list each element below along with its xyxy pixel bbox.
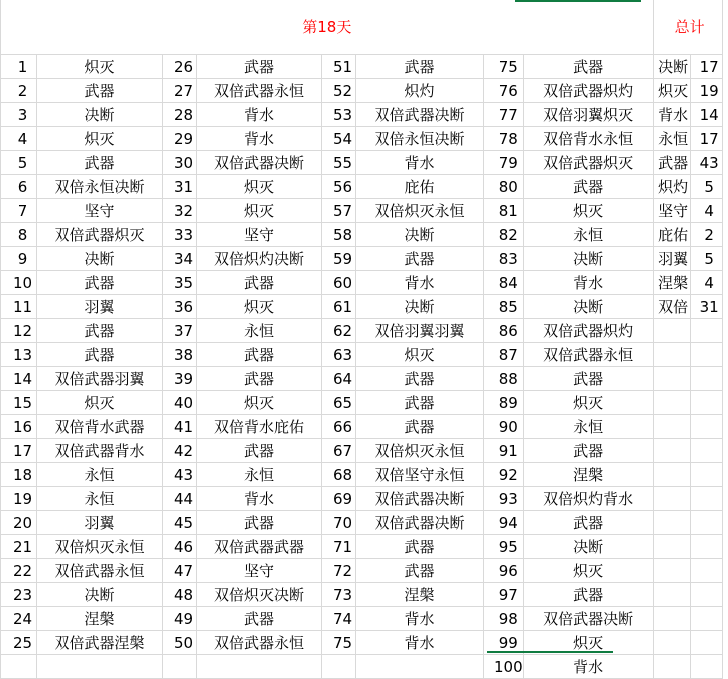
- row-number-cell[interactable]: 84: [484, 271, 524, 295]
- sheet-row: [1, 391, 723, 415]
- sheet-row: [1, 151, 723, 175]
- summary-label-cell[interactable]: 永恒: [653, 127, 690, 151]
- summary-count-cell[interactable]: [690, 535, 722, 559]
- row-number-cell[interactable]: 50: [163, 631, 197, 655]
- entry-cell[interactable]: 双倍武器武器: [197, 535, 322, 559]
- row-number-cell[interactable]: 48: [163, 583, 197, 607]
- entry-cell[interactable]: 炽灭: [197, 175, 322, 199]
- selected-cell-bottom-marker: [487, 651, 613, 653]
- row-number-cell[interactable]: 56: [322, 175, 356, 199]
- summary-label-cell[interactable]: [653, 583, 690, 607]
- summary-label-cell[interactable]: [653, 607, 690, 631]
- entry-cell[interactable]: 炽灭: [197, 295, 322, 319]
- row-number-cell[interactable]: 53: [322, 103, 356, 127]
- entry-cell[interactable]: 双倍武器炽灼: [523, 319, 653, 343]
- row-number-cell[interactable]: 79: [484, 151, 524, 175]
- row-number-cell[interactable]: 4: [1, 127, 37, 151]
- entry-cell[interactable]: 炽灭: [523, 391, 653, 415]
- row-number-cell[interactable]: 21: [1, 535, 37, 559]
- entry-cell[interactable]: 背水: [356, 631, 484, 655]
- entry-cell[interactable]: 武器: [37, 79, 163, 103]
- row-number-cell[interactable]: 43: [163, 463, 197, 487]
- summary-label-cell[interactable]: 双倍: [653, 295, 690, 319]
- entry-cell[interactable]: 武器: [356, 55, 484, 79]
- entry-cell[interactable]: 武器: [197, 343, 322, 367]
- entry-cell[interactable]: 背水: [356, 151, 484, 175]
- entry-cell[interactable]: 武器: [37, 271, 163, 295]
- row-number-cell[interactable]: 75: [484, 55, 524, 79]
- summary-count-cell[interactable]: 17: [690, 55, 722, 79]
- row-number-cell[interactable]: 29: [163, 127, 197, 151]
- row-number-cell[interactable]: [163, 655, 197, 679]
- entry-cell[interactable]: 双倍武器决断: [197, 151, 322, 175]
- summary-count-cell[interactable]: [690, 511, 722, 535]
- row-number-cell[interactable]: 9: [1, 247, 37, 271]
- row-number-cell[interactable]: 87: [484, 343, 524, 367]
- row-number-cell[interactable]: 73: [322, 583, 356, 607]
- row-number-cell[interactable]: 55: [322, 151, 356, 175]
- entry-cell[interactable]: 武器: [523, 439, 653, 463]
- entry-cell[interactable]: 炽灭: [37, 55, 163, 79]
- sheet-row: [1, 559, 723, 583]
- entry-cell[interactable]: 双倍武器羽翼: [37, 367, 163, 391]
- summary-count-cell[interactable]: 43: [690, 151, 722, 175]
- sheet-row: [1, 223, 723, 247]
- entry-cell[interactable]: 双倍永恒决断: [37, 175, 163, 199]
- summary-label-cell[interactable]: 羽翼: [653, 247, 690, 271]
- row-number-cell[interactable]: 35: [163, 271, 197, 295]
- summary-label-cell[interactable]: 炽灼: [653, 175, 690, 199]
- entry-cell[interactable]: 背水: [356, 607, 484, 631]
- entry-cell[interactable]: [197, 655, 322, 679]
- summary-count-cell[interactable]: [690, 463, 722, 487]
- row-number-cell[interactable]: 23: [1, 583, 37, 607]
- row-number-cell[interactable]: 22: [1, 559, 37, 583]
- summary-label-cell[interactable]: [653, 367, 690, 391]
- row-number-cell[interactable]: 31: [163, 175, 197, 199]
- entry-cell[interactable]: 双倍背水武器: [37, 415, 163, 439]
- title-row: [1, 0, 723, 55]
- sheet-row: [1, 655, 723, 679]
- entry-cell[interactable]: 决断: [356, 295, 484, 319]
- row-number-cell[interactable]: 11: [1, 295, 37, 319]
- row-number-cell[interactable]: 33: [163, 223, 197, 247]
- summary-label-cell[interactable]: [653, 511, 690, 535]
- sheet-row: [1, 607, 723, 631]
- summary-count-cell[interactable]: [690, 631, 722, 655]
- entry-cell[interactable]: 背水: [523, 271, 653, 295]
- sheet-row: [1, 175, 723, 199]
- summary-label-cell[interactable]: 背水: [653, 103, 690, 127]
- sheet-row: [1, 463, 723, 487]
- row-number-cell[interactable]: 75: [322, 631, 356, 655]
- entry-cell[interactable]: 武器: [523, 175, 653, 199]
- entry-cell[interactable]: 武器: [197, 439, 322, 463]
- row-number-cell[interactable]: 26: [163, 55, 197, 79]
- entry-cell[interactable]: 双倍炽灭永恒: [356, 199, 484, 223]
- row-number-cell[interactable]: 1: [1, 55, 37, 79]
- entry-cell[interactable]: 武器: [356, 367, 484, 391]
- row-number-cell[interactable]: 28: [163, 103, 197, 127]
- summary-label-cell[interactable]: [653, 391, 690, 415]
- entry-cell[interactable]: 双倍武器炽灭: [37, 223, 163, 247]
- entry-cell[interactable]: 双倍武器炽灭: [523, 151, 653, 175]
- row-number-cell[interactable]: 45: [163, 511, 197, 535]
- row-number-cell[interactable]: 88: [484, 367, 524, 391]
- summary-count-cell[interactable]: [690, 583, 722, 607]
- summary-count-cell[interactable]: 17: [690, 127, 722, 151]
- row-number-cell[interactable]: 25: [1, 631, 37, 655]
- row-number-cell[interactable]: 90: [484, 415, 524, 439]
- entry-cell[interactable]: 涅槃: [356, 583, 484, 607]
- row-number-cell[interactable]: 12: [1, 319, 37, 343]
- row-number-cell[interactable]: 91: [484, 439, 524, 463]
- entry-cell[interactable]: 双倍武器炽灼: [523, 79, 653, 103]
- row-number-cell[interactable]: 71: [322, 535, 356, 559]
- summary-label-cell[interactable]: [653, 415, 690, 439]
- row-number-cell[interactable]: 52: [322, 79, 356, 103]
- row-number-cell[interactable]: 66: [322, 415, 356, 439]
- sheet-row: [1, 343, 723, 367]
- entry-cell[interactable]: 武器: [37, 151, 163, 175]
- sheet-row: [1, 247, 723, 271]
- row-number-cell[interactable]: [322, 655, 356, 679]
- row-number-cell[interactable]: 36: [163, 295, 197, 319]
- entry-cell[interactable]: 双倍羽翼炽灭: [523, 103, 653, 127]
- summary-count-cell[interactable]: [690, 319, 722, 343]
- entry-cell[interactable]: 武器: [197, 511, 322, 535]
- entry-cell[interactable]: 双倍武器决断: [356, 487, 484, 511]
- row-number-cell[interactable]: 96: [484, 559, 524, 583]
- row-number-cell[interactable]: 54: [322, 127, 356, 151]
- entry-cell[interactable]: 炽灭: [523, 559, 653, 583]
- entry-cell[interactable]: 双倍武器永恒: [197, 79, 322, 103]
- summary-count-cell[interactable]: 2: [690, 223, 722, 247]
- entry-cell[interactable]: 涅槃: [37, 607, 163, 631]
- entry-cell[interactable]: 背水: [356, 271, 484, 295]
- entry-cell[interactable]: 永恒: [37, 463, 163, 487]
- row-number-cell[interactable]: 85: [484, 295, 524, 319]
- row-number-cell[interactable]: 94: [484, 511, 524, 535]
- row-number-cell[interactable]: 7: [1, 199, 37, 223]
- entry-cell[interactable]: 双倍武器背水: [37, 439, 163, 463]
- row-number-cell[interactable]: 16: [1, 415, 37, 439]
- entry-cell[interactable]: 双倍武器决断: [356, 511, 484, 535]
- entry-cell[interactable]: 决断: [356, 223, 484, 247]
- entry-cell[interactable]: 武器: [523, 367, 653, 391]
- row-number-cell[interactable]: 18: [1, 463, 37, 487]
- row-number-cell[interactable]: 69: [322, 487, 356, 511]
- total-title-cell[interactable]: 总计: [653, 0, 722, 55]
- entry-cell[interactable]: 炽灭: [356, 343, 484, 367]
- summary-count-cell[interactable]: 5: [690, 247, 722, 271]
- entry-cell[interactable]: 武器: [356, 415, 484, 439]
- entry-cell[interactable]: 背水: [523, 655, 653, 679]
- sheet-row: [1, 415, 723, 439]
- sheet-row: [1, 583, 723, 607]
- entry-cell[interactable]: 坚守: [197, 223, 322, 247]
- summary-count-cell[interactable]: 4: [690, 199, 722, 223]
- row-number-cell[interactable]: 6: [1, 175, 37, 199]
- row-number-cell[interactable]: 37: [163, 319, 197, 343]
- row-number-cell[interactable]: 19: [1, 487, 37, 511]
- row-number-cell[interactable]: 72: [322, 559, 356, 583]
- row-number-cell[interactable]: 100: [484, 655, 524, 679]
- row-number-cell[interactable]: 42: [163, 439, 197, 463]
- entry-cell[interactable]: 永恒: [197, 463, 322, 487]
- row-number-cell[interactable]: 65: [322, 391, 356, 415]
- summary-count-cell[interactable]: [690, 487, 722, 511]
- row-number-cell[interactable]: 24: [1, 607, 37, 631]
- row-number-cell[interactable]: 74: [322, 607, 356, 631]
- summary-label-cell[interactable]: [653, 487, 690, 511]
- row-number-cell[interactable]: 17: [1, 439, 37, 463]
- summary-label-cell[interactable]: 坚守: [653, 199, 690, 223]
- row-number-cell[interactable]: 5: [1, 151, 37, 175]
- row-number-cell[interactable]: 30: [163, 151, 197, 175]
- entry-cell[interactable]: 炽灭: [37, 127, 163, 151]
- row-number-cell[interactable]: 95: [484, 535, 524, 559]
- row-number-cell[interactable]: 38: [163, 343, 197, 367]
- row-number-cell[interactable]: 81: [484, 199, 524, 223]
- entry-cell[interactable]: 背水: [197, 127, 322, 151]
- row-number-cell[interactable]: [1, 655, 37, 679]
- row-number-cell[interactable]: 40: [163, 391, 197, 415]
- entry-cell[interactable]: 双倍炽灭永恒: [37, 535, 163, 559]
- sheet-row: [1, 367, 723, 391]
- summary-label-cell[interactable]: 涅槃: [653, 271, 690, 295]
- row-number-cell[interactable]: 41: [163, 415, 197, 439]
- entry-cell[interactable]: 武器: [523, 511, 653, 535]
- entry-cell[interactable]: 双倍武器涅槃: [37, 631, 163, 655]
- row-number-cell[interactable]: 89: [484, 391, 524, 415]
- entry-cell[interactable]: 双倍炽灭永恒: [356, 439, 484, 463]
- row-number-cell[interactable]: 64: [322, 367, 356, 391]
- row-number-cell[interactable]: 78: [484, 127, 524, 151]
- entry-cell[interactable]: 涅槃: [523, 463, 653, 487]
- summary-label-cell[interactable]: 决断: [653, 55, 690, 79]
- entry-cell[interactable]: 羽翼: [37, 295, 163, 319]
- entry-cell[interactable]: 武器: [197, 367, 322, 391]
- summary-label-cell[interactable]: 武器: [653, 151, 690, 175]
- entry-cell[interactable]: 决断: [37, 583, 163, 607]
- summary-count-cell[interactable]: [690, 559, 722, 583]
- entry-cell[interactable]: 武器: [356, 391, 484, 415]
- entry-cell[interactable]: 炽灼: [356, 79, 484, 103]
- row-number-cell[interactable]: 80: [484, 175, 524, 199]
- entry-cell[interactable]: 决断: [37, 247, 163, 271]
- summary-label-cell[interactable]: [653, 463, 690, 487]
- summary-count-cell[interactable]: [690, 415, 722, 439]
- entry-cell[interactable]: 永恒: [523, 223, 653, 247]
- summary-count-cell[interactable]: [690, 391, 722, 415]
- row-number-cell[interactable]: 49: [163, 607, 197, 631]
- summary-count-cell[interactable]: [690, 343, 722, 367]
- entry-cell[interactable]: 永恒: [197, 319, 322, 343]
- sheet-row: [1, 319, 723, 343]
- entry-cell[interactable]: 决断: [523, 247, 653, 271]
- entry-cell[interactable]: 武器: [197, 607, 322, 631]
- row-number-cell[interactable]: 32: [163, 199, 197, 223]
- row-number-cell[interactable]: 67: [322, 439, 356, 463]
- sheet-row: [1, 127, 723, 151]
- row-number-cell[interactable]: 70: [322, 511, 356, 535]
- entry-cell[interactable]: 炽灭: [523, 631, 653, 655]
- entry-cell[interactable]: 双倍武器永恒: [523, 343, 653, 367]
- entry-cell[interactable]: 双倍炽灭决断: [197, 583, 322, 607]
- entry-cell[interactable]: 羽翼: [37, 511, 163, 535]
- summary-count-cell[interactable]: [690, 607, 722, 631]
- row-number-cell[interactable]: 97: [484, 583, 524, 607]
- entry-cell[interactable]: 决断: [523, 535, 653, 559]
- entry-cell[interactable]: 双倍背水庇佑: [197, 415, 322, 439]
- row-number-cell[interactable]: 92: [484, 463, 524, 487]
- entry-cell[interactable]: 武器: [356, 535, 484, 559]
- entry-cell[interactable]: 双倍武器决断: [356, 103, 484, 127]
- row-number-cell[interactable]: 82: [484, 223, 524, 247]
- row-number-cell[interactable]: 8: [1, 223, 37, 247]
- row-number-cell[interactable]: 76: [484, 79, 524, 103]
- entry-cell[interactable]: 双倍武器决断: [523, 607, 653, 631]
- summary-count-cell[interactable]: 19: [690, 79, 722, 103]
- sheet-row: [1, 535, 723, 559]
- entry-cell[interactable]: 坚守: [37, 199, 163, 223]
- entry-cell[interactable]: 双倍永恒决断: [356, 127, 484, 151]
- row-number-cell[interactable]: 46: [163, 535, 197, 559]
- summary-count-cell[interactable]: 5: [690, 175, 722, 199]
- entry-cell[interactable]: 庇佑: [356, 175, 484, 199]
- summary-label-cell[interactable]: [653, 343, 690, 367]
- row-number-cell[interactable]: 59: [322, 247, 356, 271]
- sheet-row: [1, 487, 723, 511]
- entry-cell[interactable]: 武器: [523, 583, 653, 607]
- sheet-row: [1, 631, 723, 655]
- entry-cell[interactable]: 炽灭: [37, 391, 163, 415]
- row-number-cell[interactable]: 27: [163, 79, 197, 103]
- entry-cell[interactable]: 坚守: [197, 559, 322, 583]
- sheet-row: [1, 103, 723, 127]
- summary-count-cell[interactable]: [690, 439, 722, 463]
- summary-label-cell[interactable]: [653, 439, 690, 463]
- row-number-cell[interactable]: 62: [322, 319, 356, 343]
- entry-cell[interactable]: 武器: [356, 247, 484, 271]
- row-number-cell[interactable]: 2: [1, 79, 37, 103]
- entry-cell[interactable]: 决断: [523, 295, 653, 319]
- row-number-cell[interactable]: 86: [484, 319, 524, 343]
- row-number-cell[interactable]: 47: [163, 559, 197, 583]
- entry-cell[interactable]: 炽灭: [523, 199, 653, 223]
- entry-cell[interactable]: 决断: [37, 103, 163, 127]
- row-number-cell[interactable]: 34: [163, 247, 197, 271]
- summary-count-cell[interactable]: [690, 655, 722, 679]
- day-title-cell[interactable]: 第18天: [1, 0, 654, 55]
- summary-label-cell[interactable]: [653, 631, 690, 655]
- entry-cell[interactable]: 永恒: [523, 415, 653, 439]
- entry-cell[interactable]: 武器: [37, 319, 163, 343]
- entry-cell[interactable]: 武器: [197, 55, 322, 79]
- entry-cell[interactable]: 武器: [197, 271, 322, 295]
- sheet-row: [1, 199, 723, 223]
- summary-count-cell[interactable]: 14: [690, 103, 722, 127]
- entry-cell[interactable]: 炽灭: [197, 199, 322, 223]
- entry-cell[interactable]: 武器: [37, 343, 163, 367]
- row-number-cell[interactable]: 98: [484, 607, 524, 631]
- row-number-cell[interactable]: 83: [484, 247, 524, 271]
- entry-cell[interactable]: 双倍炽灼决断: [197, 247, 322, 271]
- entry-cell[interactable]: 双倍炽灼背水: [523, 487, 653, 511]
- entry-cell[interactable]: [356, 655, 484, 679]
- row-number-cell[interactable]: 58: [322, 223, 356, 247]
- summary-label-cell[interactable]: [653, 535, 690, 559]
- entry-cell[interactable]: 双倍羽翼羽翼: [356, 319, 484, 343]
- entry-cell[interactable]: 背水: [197, 103, 322, 127]
- sheet-row: [1, 439, 723, 463]
- row-number-cell[interactable]: 57: [322, 199, 356, 223]
- row-number-cell[interactable]: 10: [1, 271, 37, 295]
- entry-cell[interactable]: 永恒: [37, 487, 163, 511]
- selected-cell-top-marker: [515, 0, 641, 2]
- entry-cell[interactable]: 双倍武器永恒: [197, 631, 322, 655]
- entry-cell[interactable]: 背水: [197, 487, 322, 511]
- entry-cell[interactable]: 双倍武器永恒: [37, 559, 163, 583]
- summary-count-cell[interactable]: [690, 367, 722, 391]
- row-number-cell[interactable]: 60: [322, 271, 356, 295]
- summary-label-cell[interactable]: [653, 319, 690, 343]
- summary-label-cell[interactable]: 炽灭: [653, 79, 690, 103]
- summary-label-cell[interactable]: [653, 655, 690, 679]
- row-number-cell[interactable]: 51: [322, 55, 356, 79]
- entry-cell[interactable]: 双倍背水永恒: [523, 127, 653, 151]
- sheet-row: [1, 79, 723, 103]
- row-number-cell[interactable]: 39: [163, 367, 197, 391]
- row-number-cell[interactable]: 13: [1, 343, 37, 367]
- entry-cell[interactable]: 武器: [356, 559, 484, 583]
- entry-cell[interactable]: 双倍坚守永恒: [356, 463, 484, 487]
- entry-cell[interactable]: 武器: [523, 55, 653, 79]
- entry-cell[interactable]: 炽灭: [197, 391, 322, 415]
- row-number-cell[interactable]: 44: [163, 487, 197, 511]
- row-number-cell[interactable]: 63: [322, 343, 356, 367]
- row-number-cell[interactable]: 20: [1, 511, 37, 535]
- row-number-cell[interactable]: 68: [322, 463, 356, 487]
- sheet-row: [1, 295, 723, 319]
- row-number-cell[interactable]: 15: [1, 391, 37, 415]
- sheet-row: [1, 55, 723, 79]
- row-number-cell[interactable]: 77: [484, 103, 524, 127]
- row-number-cell[interactable]: 61: [322, 295, 356, 319]
- entry-cell[interactable]: [37, 655, 163, 679]
- summary-label-cell[interactable]: [653, 559, 690, 583]
- row-number-cell[interactable]: 93: [484, 487, 524, 511]
- sheet-row: [1, 271, 723, 295]
- row-number-cell[interactable]: 3: [1, 103, 37, 127]
- summary-count-cell[interactable]: 31: [690, 295, 722, 319]
- summary-count-cell[interactable]: 4: [690, 271, 722, 295]
- row-number-cell[interactable]: 14: [1, 367, 37, 391]
- sheet-row: [1, 511, 723, 535]
- summary-label-cell[interactable]: 庇佑: [653, 223, 690, 247]
- row-number-cell[interactable]: 99: [484, 631, 524, 655]
